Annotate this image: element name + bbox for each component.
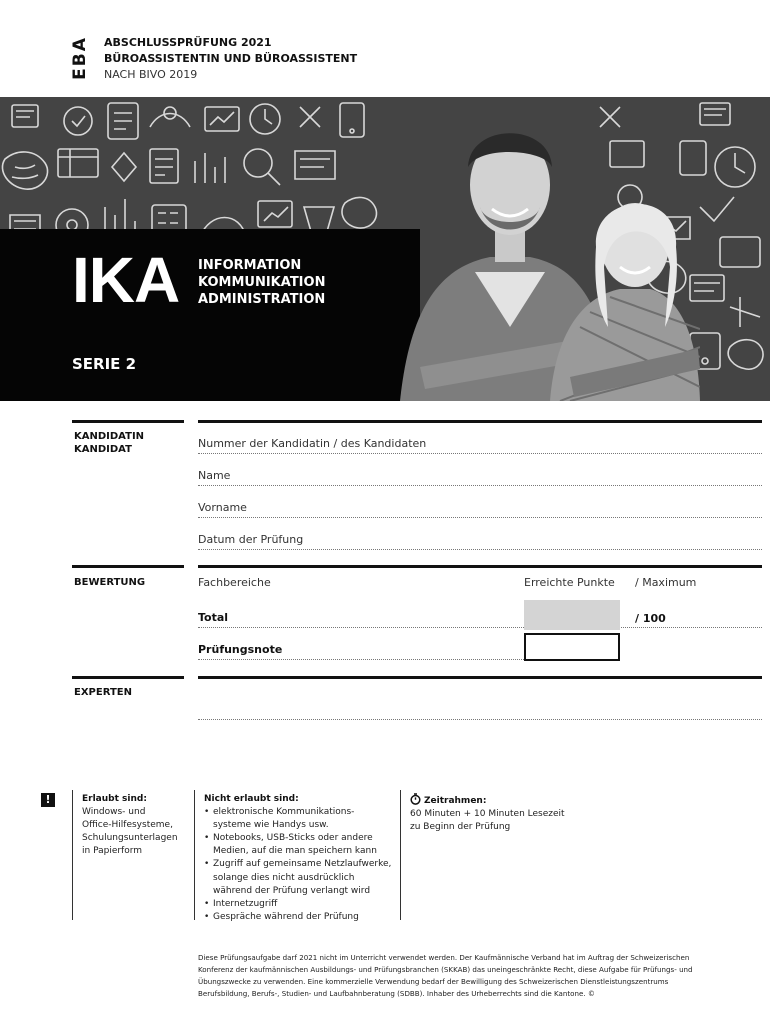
exam-date-label: Datum der Prüfung [198,533,304,546]
first-name-label: Vorname [198,501,247,514]
not-allowed-item: • Zugriff auf gemeinsame Netzlaufwerke, solange dies nicht ausdrücklich während der Prüfung verlangt wird [204,858,400,897]
header-line-3: NACH BIVO 2019 [104,68,198,81]
rating-rule-right [198,565,762,568]
subtitle-line-3: ADMINISTRATION [198,292,326,307]
allowed-line: Office-Hilfesysteme, [82,820,173,831]
total-label: Total [198,611,229,624]
rating-section-label: BEWERTUNG [74,577,146,588]
title-band [0,229,420,401]
time-block [410,793,610,834]
grade-label: Prüfungsnote [198,643,283,656]
not-allowed-item: • elektronische Kommunikations- systeme wie Handys usw. [204,806,400,832]
subject-title: IKA [72,244,180,316]
total-row [198,610,762,628]
cover-banner [0,97,770,401]
header-line-1: ABSCHLUSSPRÜFUNG 2021 [104,36,272,49]
rating-rule-left [72,565,184,568]
allowed-title: Erlaubt sind: [82,794,147,804]
grade-field[interactable] [524,633,620,661]
exam-date-field[interactable] [198,532,762,550]
not-allowed-item: • Notebooks, USB-Sticks oder andere Medien, auf die man speichern kann [204,832,400,858]
not-allowed-title: Nicht erlaubt sind: [204,794,299,804]
not-allowed-item: • Internetzugriff [204,898,400,911]
eba-vertical-tag [69,34,94,84]
info-divider-2 [194,790,195,920]
allowed-line: Windows- und [82,807,146,818]
not-allowed-list [204,806,400,924]
candidate-section-label [74,430,144,456]
candidate-number-label: Nummer der Kandidatin / des Kandidaten [198,437,427,450]
series-label: SERIE 2 [72,355,137,373]
allowed-line: in Papierform [82,846,143,857]
candidate-label-line-2: KANDIDAT [74,444,132,455]
time-line: zu Beginn der Prüfung [410,822,511,833]
time-title-row [410,793,610,808]
total-points-field[interactable] [524,600,620,630]
allowed-block [82,793,187,858]
first-name-field[interactable] [198,500,762,518]
subtitle-line-2: KOMMUNIKATION [198,275,326,290]
stopwatch-icon [410,793,421,805]
grade-row [198,642,524,660]
time-title: Zeitrahmen: [424,796,487,806]
candidate-rule-left [72,420,184,423]
info-divider-1 [72,790,73,920]
experts-section-label: EXPERTEN [74,687,132,698]
eba-tag-text: EBA [69,36,90,80]
subtitle-line-1: INFORMATION [198,258,302,273]
time-line: 60 Minuten + 10 Minuten Lesezeit [410,809,565,820]
not-allowed-item: • Gespräche während der Prüfung [204,911,400,924]
info-divider-3 [400,790,401,920]
exam-header [104,35,357,83]
experts-rule-left [72,676,184,679]
header-line-2: BÜROASSISTENTIN UND BÜROASSISTENT [104,52,358,65]
areas-column-header: Fachbereiche [198,576,271,589]
subject-subtitle [198,257,325,308]
candidate-rule-right [198,420,762,423]
experts-rule-right [198,676,762,679]
experts-signature-field[interactable] [198,702,762,720]
warning-icon: ! [41,793,55,807]
not-allowed-block [204,793,400,924]
last-name-label: Name [198,469,231,482]
last-name-field[interactable] [198,468,762,486]
copyright-notice: Diese Prüfungsaufgabe darf 2021 nicht im Unterricht verwendet werden. Der Kaufmännische Verband hat im Auftrag der Schweizerischen Konferenz der kaufmännischen Ausbildungs- und Prüfungsbranchen (SKKAB) das uneingeschränkte Recht, diese Aufgabe für Prüfungs- und Übungszwecke zu verwenden. Eine kommerzielle Verwendung bedarf der Bewilligung des Schweizerischen Dienstleistungszentrums Berufsbildung, Berufs-, Studien- und Laufbahnberatung (SDBB). Inhaber des Urheberrechts sind die Kantone. © [198,953,693,998]
allowed-line: Schulungsunterlagen [82,833,178,844]
students-photo [380,97,700,401]
points-column-header: Erreichte Punkte [524,576,615,589]
maximum-column-header: / Maximum [635,576,697,589]
total-maximum: / 100 [635,612,666,625]
candidate-label-line-1: KANDIDATIN [74,431,145,442]
candidate-number-field[interactable] [198,436,762,454]
